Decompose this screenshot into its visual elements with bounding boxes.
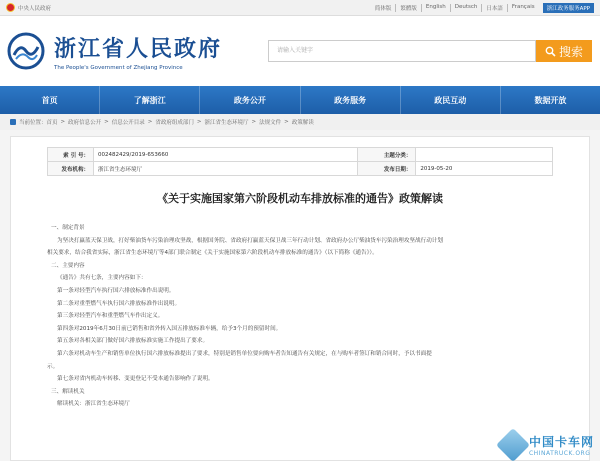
crumb-current: 政策解读 [291, 120, 314, 126]
language-switcher [371, 4, 539, 12]
lang-german[interactable]: Deutsch [451, 4, 483, 12]
paragraph: 第五条对各相关部门做好国六排放标准实施工作提出了要求。 [57, 338, 209, 345]
document-body [47, 222, 553, 411]
nav-open-data[interactable]: 数据开放 [534, 95, 567, 105]
search-button-label: 搜索 [558, 44, 583, 59]
central-gov-link[interactable]: 中央人民政府 [18, 5, 52, 12]
search-input[interactable]: 请输入关键字 [268, 40, 536, 62]
cube-logo-icon [496, 428, 530, 461]
nav-interaction[interactable]: 政民互动 [401, 86, 501, 114]
crumb-info-open[interactable]: 政府信息公开 [68, 120, 102, 126]
document-meta-table [47, 147, 553, 176]
nav-home[interactable]: 首页 [0, 86, 100, 114]
section-heading: 三、解读机关 [51, 388, 85, 395]
site-title: 浙江省人民政府 [54, 35, 223, 62]
watermark-cn: 中国卡车网 [528, 435, 594, 449]
paragraph: 第七条对省内机动车转移、变更登记不受本通告影响作了说明。 [57, 376, 214, 383]
paragraph: 解读机关：浙江省生态环境厅 [57, 401, 130, 408]
paragraph: 第六条对机动车生产和销售单位执行国六排放标准提出了要求，特别是销售单位要向购车者告知通告有关规定，在与购车者签订和销合同时，予以书面提 [57, 350, 432, 357]
index-number-value: 002482429/2019-653660 [94, 148, 358, 162]
zhejiang-logo-icon[interactable] [6, 31, 46, 71]
lang-traditional[interactable]: 繁體版 [396, 4, 422, 12]
search-bar [268, 40, 592, 62]
paragraph: 第二条对重型燃气车执行国六排放标准作出说明。 [57, 300, 181, 307]
search-button[interactable] [536, 40, 592, 62]
crumb-departments[interactable]: 省政府组成部门 [155, 120, 194, 126]
nav-about-zhejiang[interactable]: 了解浙江 [100, 86, 200, 114]
lang-french[interactable]: Français [511, 3, 535, 10]
paragraph: 为坚决打赢蓝天保卫战，打好柴油货车污染治理攻坚战，根据国务院、省政府打赢蓝天保卫战三年行动计划、省政府办公厅柴油货车污染治理攻坚战行动计划 [57, 237, 443, 244]
site-subtitle: The People's Government of Zhejiang Province [54, 64, 183, 71]
nav-gov-affairs-open[interactable]: 政务公开 [200, 86, 300, 114]
index-number-label: 索 引 号： [48, 148, 94, 162]
paragraph: 第一条对轻型汽车执行国六排放标准作出说明。 [57, 287, 175, 294]
lang-simplified[interactable]: 简体版 [371, 4, 397, 12]
crumb-home[interactable]: 当前位置：首页 [19, 120, 58, 126]
topic-label: 主题分类： [358, 148, 416, 162]
article-panel [10, 136, 590, 461]
topic-value [416, 148, 553, 162]
paragraph: 第三条对轻型汽车和重型燃气车作出定义。 [57, 313, 164, 320]
paragraph: 第四条对2019年6月30日前已销售和省外转入国五排放标准车辆，给予3个月的预留时间。 [57, 325, 282, 332]
lang-english[interactable]: English [422, 4, 451, 12]
publish-date-label: 发布日期： [358, 162, 416, 176]
crumb-eco-dept[interactable]: 浙江省生态环境厅 [204, 120, 249, 126]
watermark-en: CHINATRUCK.ORG [528, 450, 591, 457]
site-logo-text[interactable] [54, 32, 222, 71]
crumb-regulations[interactable]: 法规文件 [259, 120, 282, 126]
gov-app-link[interactable]: 浙江政务服务APP [543, 3, 594, 13]
publisher-label: 发布机构： [48, 162, 94, 176]
section-heading: 一、制定背景 [51, 225, 85, 231]
nav-gov-services[interactable]: 政务服务 [301, 86, 401, 114]
national-emblem-icon [6, 3, 15, 12]
paragraph: 《通告》共有七条，主要内容如下： [57, 275, 147, 282]
search-icon [545, 46, 556, 57]
site-header [0, 16, 600, 86]
breadcrumb: 当前位置：首页 > 政府信息公开 > 信息公开目录 > 省政府组成部门 > 浙江省生态环境厅 > 法规文件 > 政策解读 [0, 114, 600, 130]
document-title: 《关于实施国家第六阶段机动车排放标准的通告》政策解读 [157, 192, 443, 205]
lang-japanese[interactable]: 日本語 [482, 4, 508, 12]
publisher-value: 浙江省生态环境厅 [94, 162, 358, 176]
main-nav [0, 86, 600, 114]
chinatruck-watermark [501, 433, 594, 457]
crumb-catalog[interactable]: 信息公开目录 [111, 120, 145, 126]
paragraph: 相关要求，结合我省实际，浙江省生态环境厅等4部门联合制定《关于实施国家第六阶段机动车排放标准的通告》（以下简称《通告》）。 [47, 250, 378, 257]
home-icon [10, 119, 16, 125]
section-heading: 二、主要内容 [51, 262, 85, 269]
top-utility-bar [0, 0, 600, 16]
paragraph: 示。 [47, 363, 59, 370]
publish-date-value: 2019-05-20 [416, 162, 553, 176]
